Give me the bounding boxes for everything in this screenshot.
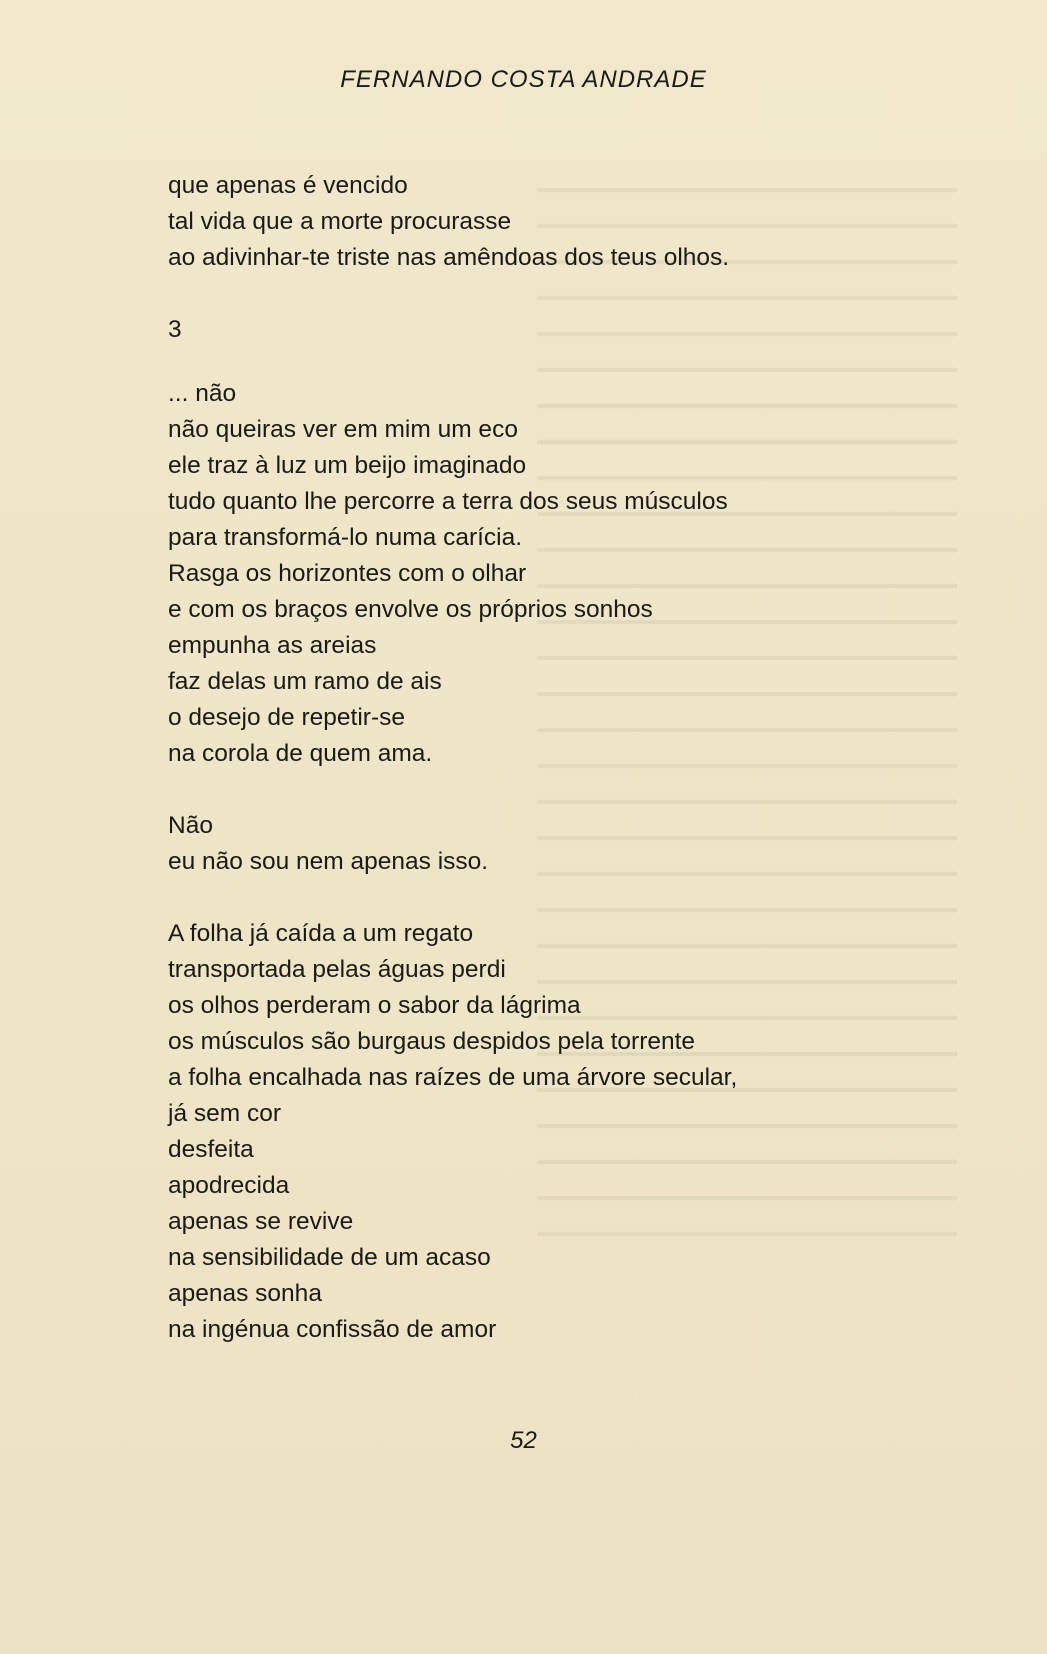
stanza-1	[168, 168, 988, 276]
poem-line: os músculos são burgaus despidos pela torrente	[168, 1028, 696, 1055]
poem-line: transportada pelas águas perdi	[168, 956, 506, 983]
stanza-2	[168, 376, 988, 772]
poem-line: não queiras ver em mim um eco	[168, 416, 518, 443]
poem-line: ele traz à luz um beijo imaginado	[168, 452, 527, 479]
page-number: 52	[510, 1427, 537, 1454]
poem-line: ... não	[168, 380, 237, 407]
poem-line: empunha as areias	[168, 632, 377, 659]
poem-line: e com os braços envolve os próprios sonhos	[168, 596, 653, 623]
stanza-3	[168, 808, 988, 880]
poem-line: ao adivinhar-te triste nas amêndoas dos teus olhos.	[168, 244, 730, 271]
poem-line: Rasga os horizontes com o olhar	[168, 560, 527, 587]
poem-line: tal vida que a morte procurasse	[168, 208, 512, 235]
poem-body	[168, 168, 988, 1384]
poem-line: a folha encalhada nas raízes de uma árvore secular,	[168, 1064, 738, 1091]
poem-line: apodrecida	[168, 1172, 290, 1199]
poem-line: os olhos perderam o sabor da lágrima	[168, 992, 581, 1019]
poem-line: para transformá-lo numa carícia.	[168, 524, 523, 551]
poem-line: tudo quanto lhe percorre a terra dos seus músculos	[168, 488, 728, 515]
poem-line: apenas sonha	[168, 1280, 322, 1307]
poem-line: desfeita	[168, 1136, 254, 1163]
poem-line: Não	[168, 812, 213, 839]
poem-line: na corola de quem ama.	[168, 740, 433, 767]
poem-line: eu não sou nem apenas isso.	[168, 848, 489, 875]
poem-line: que apenas é vencido	[168, 172, 408, 199]
poem-line: o desejo de repetir-se	[168, 704, 405, 731]
section-number: 3	[168, 316, 182, 343]
poem-line: na ingénua confissão de amor	[168, 1316, 497, 1343]
stanza-4	[168, 916, 988, 1348]
running-header-author: FERNANDO COSTA ANDRADE	[340, 66, 707, 93]
poem-line: na sensibilidade de um acaso	[168, 1244, 491, 1271]
poem-line: A folha já caída a um regato	[168, 920, 474, 947]
poem-line: faz delas um ramo de ais	[168, 668, 442, 695]
poem-line: já sem cor	[168, 1100, 282, 1127]
poem-line: apenas se revive	[168, 1208, 354, 1235]
